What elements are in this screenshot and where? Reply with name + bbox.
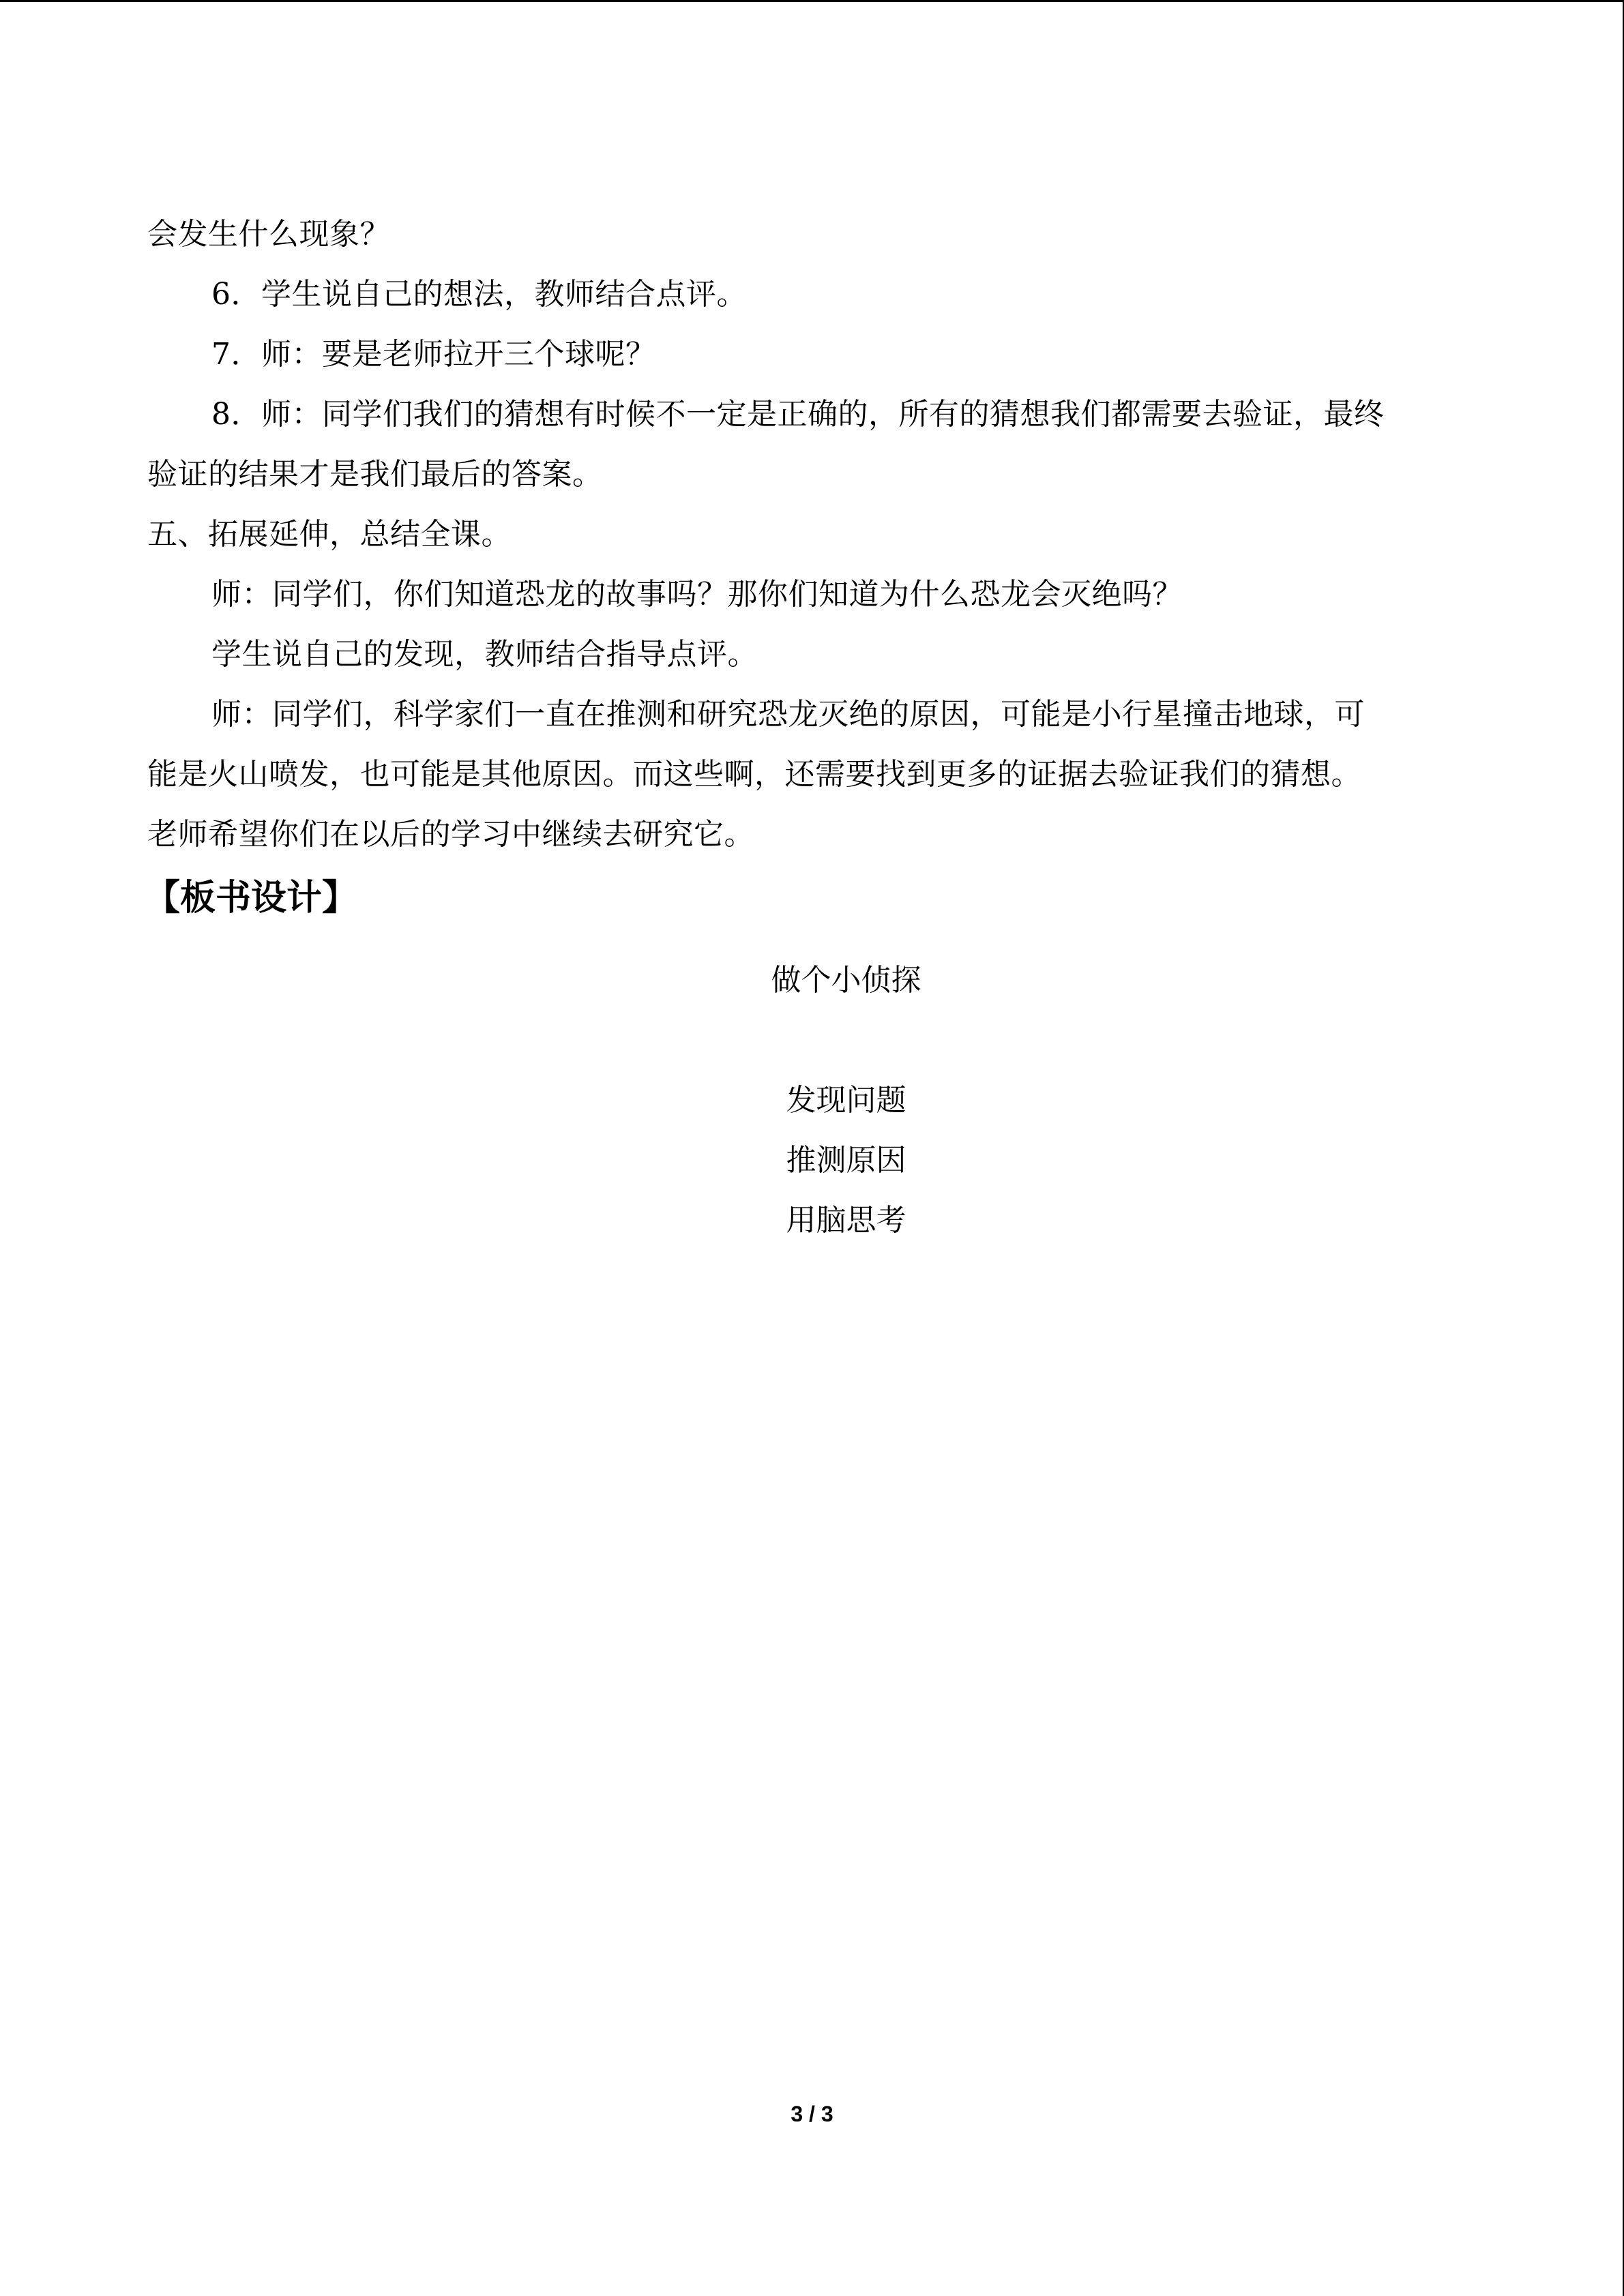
body-line: 6．学生说自己的想法，教师结合点评。 — [211, 277, 747, 312]
body-line: 学生说自己的发现，教师结合指导点评。 — [211, 637, 758, 672]
page-number: 3 / 3 — [791, 2102, 833, 2126]
page-top-border — [0, 0, 1624, 2]
section-heading: 五、拓展延伸，总结全课。 — [147, 517, 512, 552]
body-line: 师：同学们，你们知道恐龙的故事吗？那你们知道为什么恐龙会灭绝吗？ — [211, 577, 1183, 612]
body-line: 7．师：要是老师拉开三个球呢？ — [211, 337, 656, 372]
board-item: 发现问题 — [786, 1083, 906, 1118]
body-line: 8．师：同学们我们的猜想有时候不一定是正确的，所有的猜想我们都需要去验证，最终 — [211, 397, 1385, 432]
board-title: 做个小侦探 — [771, 963, 921, 998]
body-line: 师：同学们，科学家们一直在推测和研究恐龙灭绝的原因，可能是小行星撞击地球，可 — [211, 697, 1365, 732]
board-item: 推测原因 — [786, 1143, 906, 1178]
body-line: 能是火山喷发，也可能是其他原因。而这些啊，还需要找到更多的证据去验证我们的猜想。 — [147, 757, 1361, 792]
body-line: 会发生什么现象？ — [147, 217, 390, 252]
body-line: 老师希望你们在以后的学习中继续去研究它。 — [147, 817, 754, 852]
body-line: 验证的结果才是我们最后的答案。 — [147, 457, 603, 492]
board-item: 用脑思考 — [786, 1203, 906, 1238]
board-design-heading: 【板书设计】 — [145, 878, 358, 919]
